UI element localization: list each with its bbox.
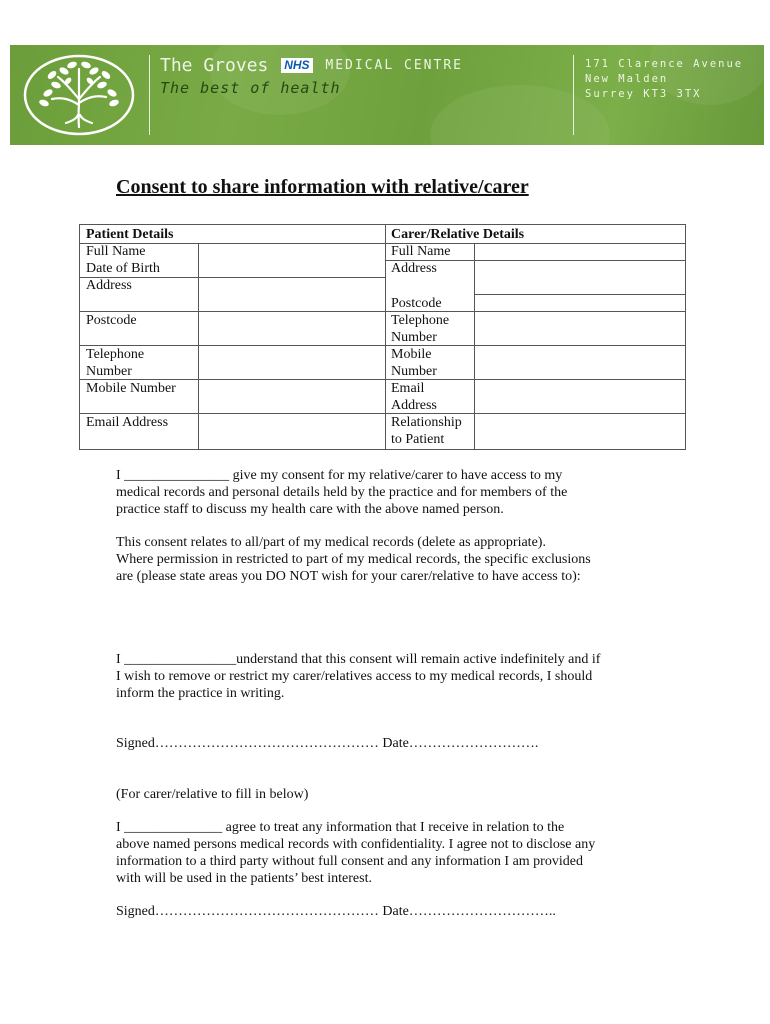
carer-fill-instruction: (For carer/relative to fill in below) (116, 787, 309, 802)
patient-dob-label: Date of Birth (86, 261, 160, 276)
carer-relationship-label (385, 414, 462, 448)
consent-paragraph (116, 467, 676, 518)
patient-signature-line: Signed………………………………………… Date………………………. (116, 736, 539, 751)
table-rule (80, 413, 685, 414)
text-line: are (please state areas you DO NOT wish for your carer/relative to have access to): (116, 569, 581, 584)
practice-name (160, 55, 463, 76)
patient-full-name-label: Full Name (86, 244, 146, 259)
label-line: Mobile (391, 347, 432, 362)
text-line: information to a third party without full consent and any information I am provided (116, 854, 583, 869)
text-line: I ________________understand that this consent will remain active indefinitely and if (116, 652, 601, 667)
table-rule (474, 243, 475, 449)
text-line: practice staff to discuss my health care with the above named person. (116, 502, 504, 517)
text-line: inform the practice in writing. (116, 686, 285, 701)
table-rule (474, 294, 685, 295)
understand-paragraph (116, 651, 676, 702)
details-table (79, 224, 686, 450)
scope-paragraph (116, 534, 676, 585)
patient-email-label: Email Address (86, 415, 169, 430)
header-banner (10, 45, 764, 145)
label-line: to Patient (391, 432, 445, 447)
text-line: I ______________ agree to treat any information that I receive in relation to the (116, 820, 565, 835)
carer-details-heading: Carer/Relative Details (391, 227, 525, 242)
banner-texture (430, 85, 610, 145)
carer-full-name-label: Full Name (391, 244, 451, 259)
label-line: Address (391, 398, 437, 413)
carer-signature-line: Signed………………………………………… Date………………………….. (116, 904, 556, 919)
practice-name-text: The Groves (160, 55, 269, 76)
label-line: Relationship (391, 415, 462, 430)
practice-tagline: The best of health (160, 79, 341, 97)
text-line: above named persons medical records with confidentiality. I agree not to disclose any (116, 837, 596, 852)
patient-details-heading: Patient Details (86, 227, 174, 242)
text-line: Where permission in restricted to part of my medical records, the specific exclusions (116, 552, 591, 567)
carer-telephone-label (385, 312, 449, 346)
text-line: I _______________ give my consent for my relative/carer to have access to my (116, 468, 563, 483)
patient-mobile-label: Mobile Number (86, 381, 176, 396)
carer-mobile-label (385, 346, 437, 380)
medical-centre-text: MEDICAL CENTRE (325, 58, 463, 73)
table-rule (80, 345, 685, 346)
label-line: Number (86, 364, 132, 379)
label-line: Telephone (391, 313, 450, 328)
address-line: New Malden (585, 73, 669, 85)
label-line: Telephone (86, 347, 145, 362)
text-line: This consent relates to all/part of my medical records (delete as appropriate). (116, 535, 546, 550)
carer-postcode-label: Postcode (391, 296, 442, 311)
banner-divider (573, 55, 574, 135)
confidentiality-paragraph (116, 819, 676, 887)
banner-divider (149, 55, 150, 135)
nhs-logo: NHS (281, 58, 312, 73)
label-line: Number (391, 330, 437, 345)
text-line: medical records and personal details held by the practice and for members of the (116, 485, 568, 500)
practice-address (585, 57, 743, 102)
patient-telephone-label (80, 346, 144, 380)
table-rule (198, 243, 199, 449)
label-line: Number (391, 364, 437, 379)
patient-address-label: Address (86, 278, 132, 293)
page-title: Consent to share information with relative/carer (116, 176, 529, 198)
carer-address-label: Address (391, 261, 437, 276)
label-line: Email (391, 381, 425, 396)
text-line: with will be used in the patients’ best interest. (116, 871, 372, 886)
carer-email-label (385, 380, 437, 414)
address-line: 171 Clarence Avenue (585, 58, 744, 70)
table-rule (80, 311, 685, 312)
table-rule (80, 243, 685, 244)
text-line: I wish to remove or restrict my carer/relatives access to my medical records, I should (116, 669, 593, 684)
tree-logo-icon (22, 53, 136, 137)
patient-postcode-label: Postcode (86, 313, 137, 328)
address-line: Surrey KT3 3TX (585, 88, 702, 100)
